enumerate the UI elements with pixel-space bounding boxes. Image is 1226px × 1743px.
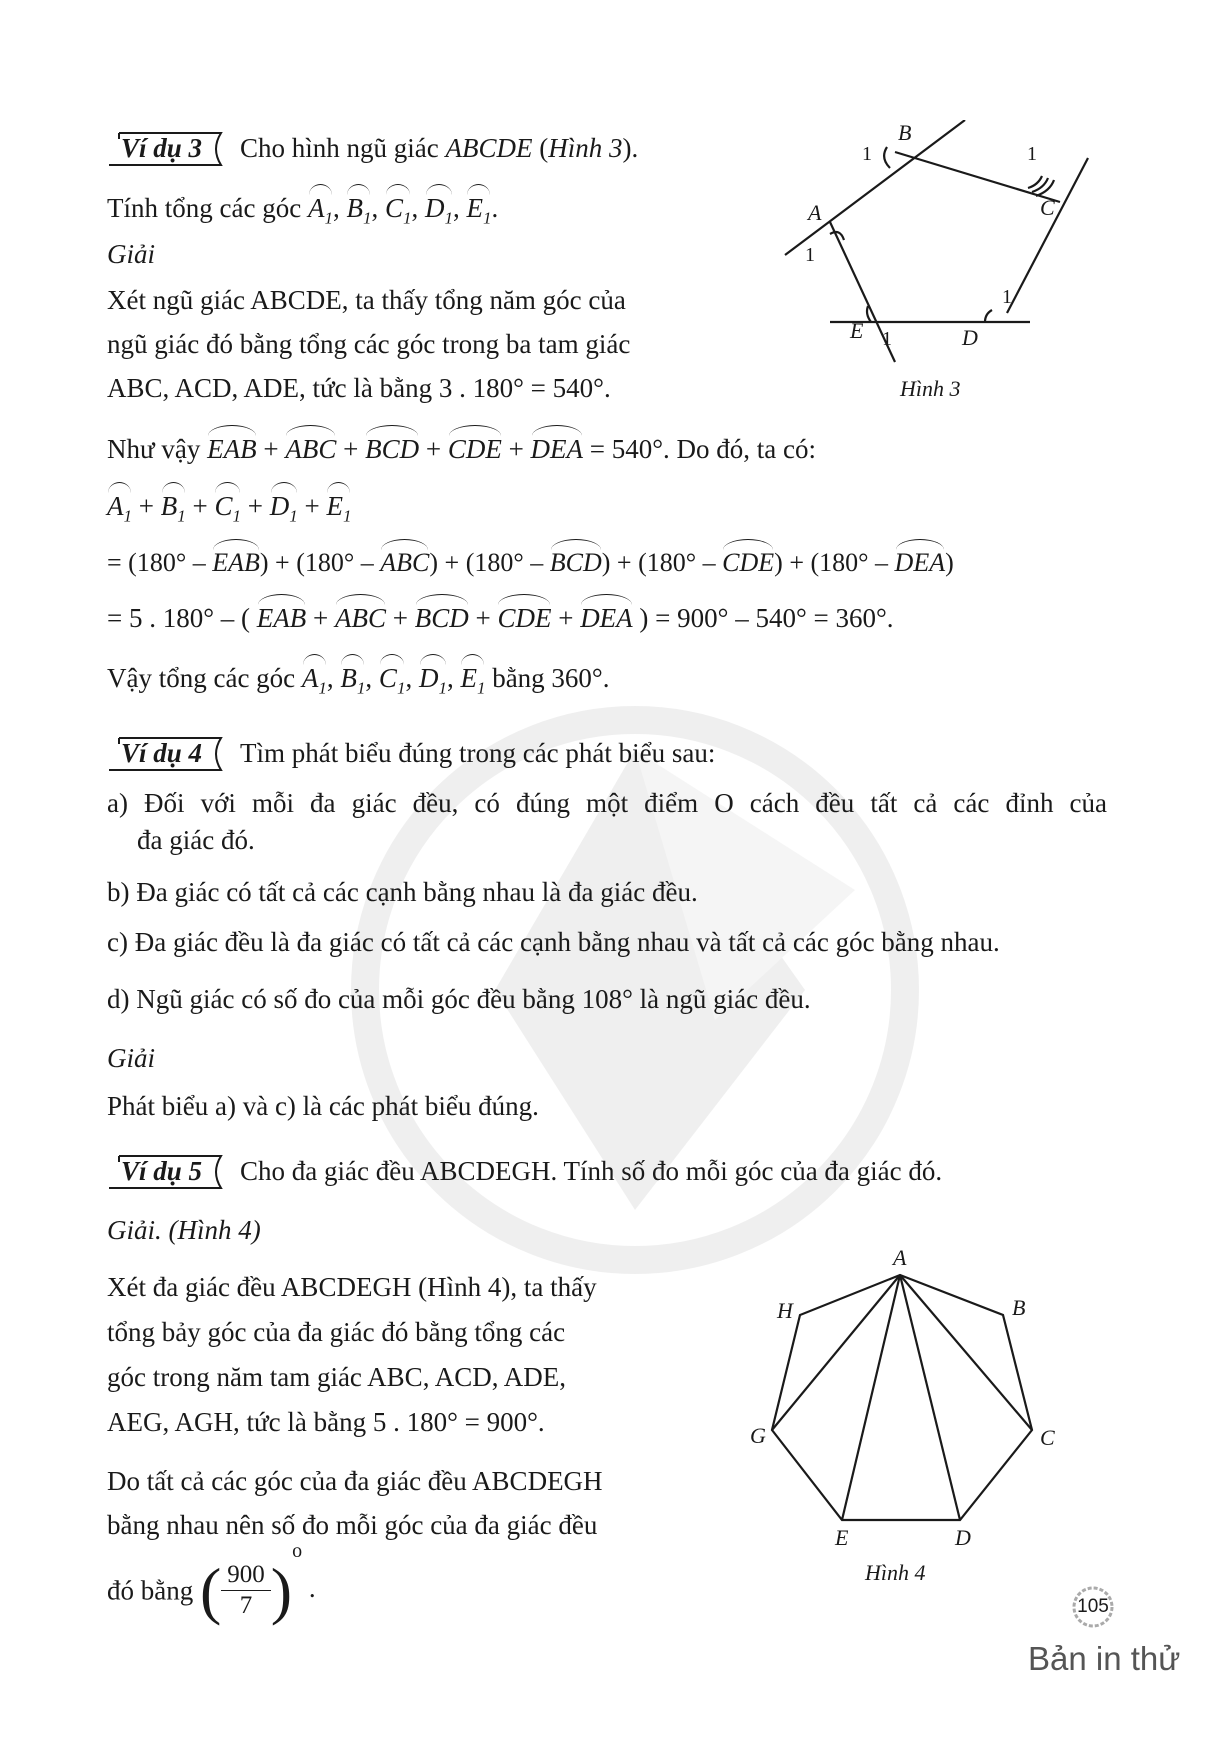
example5-line1: Xét đa giác đều ABCDEGH (Hình 4), ta thấy [107, 1272, 597, 1302]
fig4-label-H: H [777, 1298, 793, 1323]
example3-intro: Cho hình ngũ giác ABCDE (Hình 3). [240, 133, 639, 163]
angle-C1: $C_1$ [379, 656, 406, 706]
example4-answer: Phát biểu a) và c) là các phát biểu đúng. [107, 1091, 539, 1121]
angle-C1: $C_1$ [385, 186, 412, 236]
angle-A1: $A_1$ [107, 484, 132, 534]
angle-EAB: EAB [257, 596, 306, 636]
example4-item-b: b) Đa giác có tất cả các cạnh bằng nhau là đa giác đều. [107, 877, 698, 907]
fig4-label-A: A [893, 1245, 907, 1270]
example4-intro: Tìm phát biểu đúng trong các phát biểu sau: [240, 738, 716, 768]
angle-CDE: CDE [497, 596, 551, 636]
fig3-label-C: C [1040, 195, 1055, 220]
fig3-label-E: E [850, 318, 864, 343]
figure4-heptagon [750, 1245, 1070, 1555]
figure3-pentagon [770, 120, 1090, 380]
fig3-label-D: D [962, 325, 978, 350]
fraction-900-over-7: $\frac{900}{7}$ [221, 1560, 271, 1621]
angle-ABC: ABC [380, 541, 429, 581]
angle-C1: $C_1$ [214, 484, 241, 534]
example3-line4: Như vậy EAB + ABC + BCD + CDE + DEA = 540°. Do đó, ta có: [107, 427, 816, 467]
example3-sol-line1: Xét ngũ giác ABCDE, ta thấy tổng năm góc của [107, 285, 626, 315]
angle-B1: $B_1$ [346, 186, 371, 236]
fig3-label-one: 1 [882, 328, 892, 350]
example4-item-d: d) Ngũ giác có số đo của mỗi góc đều bằng 108° là ngũ giác đều. [107, 984, 811, 1014]
fig3-label-B: B [898, 120, 912, 145]
example5-line5: Do tất cả các góc của đa giác đều ABCDEGH [107, 1466, 603, 1496]
angle-E1: $E_1$ [326, 484, 351, 534]
figure3-caption: Hình 3 [900, 376, 961, 401]
angle-DEA: DEA [895, 541, 946, 581]
angle-CDE: CDE [722, 541, 774, 581]
angle-D1: $D_1$ [419, 656, 447, 706]
example3-line6: = (180° – EAB) + (180° – ABC) + (180° – BCD) + (180° – CDE) + (180° – DEA) [107, 541, 954, 581]
angle-BCD: BCD [415, 596, 469, 636]
fig3-label-one: 1 [1027, 143, 1037, 165]
draft-watermark-text: Bản in thử [1028, 1640, 1181, 1677]
angle-E1: $E_1$ [460, 656, 485, 706]
angle-CDE: CDE [448, 427, 502, 467]
fig3-label-A: A [808, 200, 822, 225]
example4-item-a: a) Đối với mỗi đa giác đều, có đúng một điểm O cách đều tất cả các đỉnh của [107, 788, 1107, 818]
angle-ABC: ABC [335, 596, 386, 636]
example5-tag: Ví dụ 5 [105, 1152, 230, 1190]
fig3-label-one: 1 [862, 143, 872, 165]
example5-solution-label: Giải. (Hình 4) [107, 1215, 261, 1245]
angle-D1: $D_1$ [425, 186, 453, 236]
angle-DEA: DEA [531, 427, 583, 467]
page-number: 105 [1077, 1596, 1109, 1617]
angle-ABC: ABC [285, 427, 336, 467]
fig3-label-one: 1 [805, 244, 815, 266]
angle-EAB: EAB [207, 427, 256, 467]
example5-line7: đó bằng ( $\frac{900}{7}$ )$^o$ . [107, 1540, 316, 1626]
example3-solution-label: Giải [107, 239, 156, 269]
example3-line7: = 5 . 180° – ( EAB + ABC + BCD + CDE + DEA ) = 900° – 540° = 360°. [107, 596, 894, 636]
angle-D1: $D_1$ [270, 484, 298, 534]
example3-line5: $A_1 + B_1 + C_1 + D_1 + E_1$ [107, 484, 351, 534]
example5-line4: AEG, AGH, tức là bằng 5 . 180° = 900°. [107, 1407, 545, 1437]
fig4-label-B: B [1012, 1295, 1026, 1320]
angle-DEA: DEA [580, 596, 632, 636]
figure4-caption: Hình 4 [865, 1560, 926, 1585]
example5-intro: Cho đa giác đều ABCDEGH. Tính số đo mỗi góc của đa giác đó. [240, 1156, 943, 1186]
angle-EAB: EAB [212, 541, 260, 581]
example5-line2: tổng bảy góc của đa giác đó bằng tổng các [107, 1317, 566, 1347]
example4-item-c: c) Đa giác đều là đa giác có tất cả các cạnh bằng nhau và tất cả các góc bằng nhau. [107, 927, 1000, 957]
example3-task: Tính tổng các góc $A_1$, $B_1$, $C_1$, $D_1$, $E_1$. [107, 186, 498, 236]
angle-A1: $A_1$ [302, 656, 327, 706]
example4-solution-label: Giải [107, 1043, 156, 1073]
angle-E1: $E_1$ [466, 186, 491, 236]
example5-line3: góc trong năm tam giác ABC, ACD, ADE, [107, 1362, 566, 1392]
angle-B1: $B_1$ [161, 484, 186, 534]
example4-tag: Ví dụ 4 [105, 734, 230, 772]
example3-sol-line2: ngũ giác đó bằng tổng các góc trong ba tam giác [107, 329, 631, 359]
example3-conclusion: Vậy tổng các góc $A_1$, $B_1$, $C_1$, $D_1$, $E_1$ bằng 360°. [107, 656, 609, 706]
fig4-label-E: E [835, 1525, 849, 1550]
example4-item-a-cont: đa giác đó. [137, 825, 255, 855]
angle-A1: $A_1$ [308, 186, 333, 236]
fig4-label-C: C [1040, 1425, 1055, 1450]
example3-tag: Ví dụ 3 [105, 129, 230, 167]
angle-BCD: BCD [365, 427, 419, 467]
fig4-label-G: G [750, 1423, 766, 1448]
fig4-label-D: D [955, 1525, 971, 1550]
angle-BCD: BCD [550, 541, 602, 581]
example3-sol-line3: ABC, ACD, ADE, tức là bằng 3 . 180° = 540°. [107, 373, 611, 403]
example5-line6: bằng nhau nên số đo mỗi góc của đa giác đều [107, 1510, 598, 1540]
fig3-label-one: 1 [1002, 286, 1012, 308]
angle-B1: $B_1$ [340, 656, 365, 706]
